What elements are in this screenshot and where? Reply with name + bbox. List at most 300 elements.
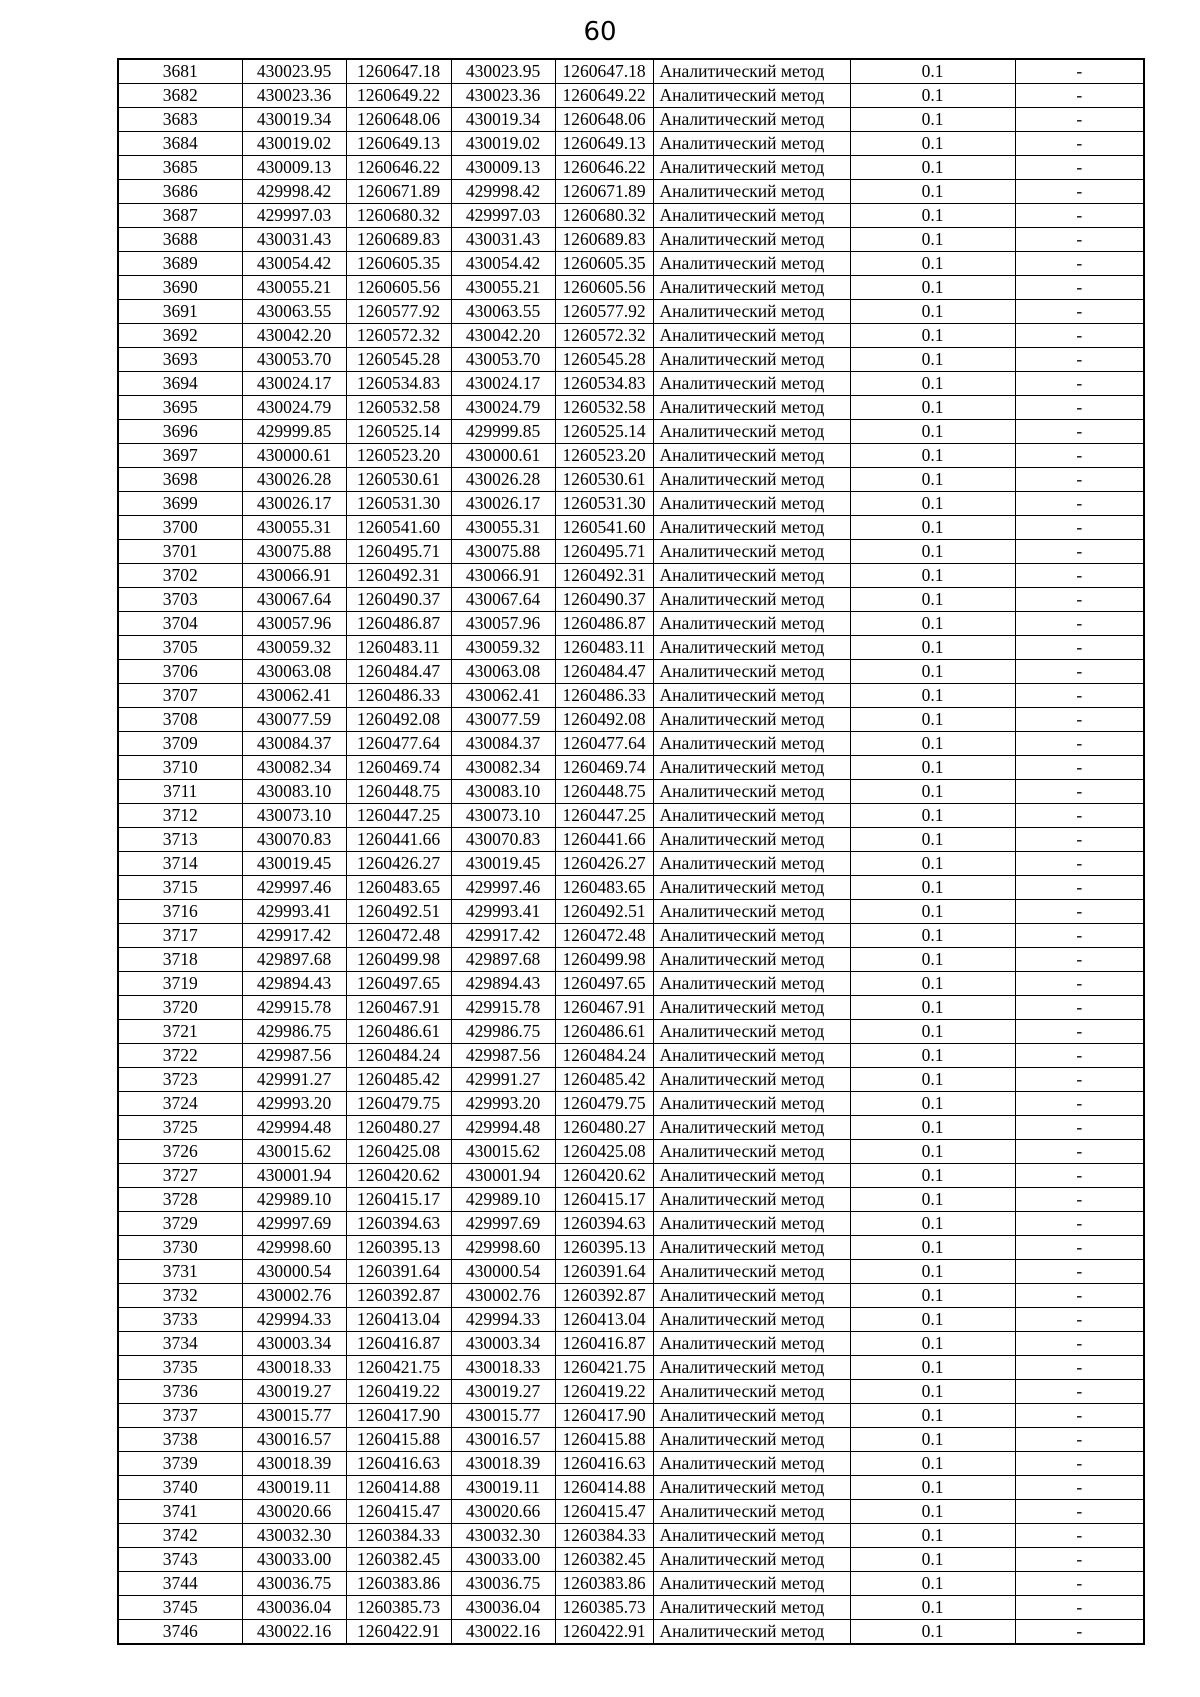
- y-coordinate-cell: 1260421.75: [346, 1356, 451, 1380]
- point-number-cell: 3704: [118, 612, 242, 636]
- y-coordinate-2-cell: 1260420.62: [555, 1164, 653, 1188]
- point-number-cell: 3695: [118, 396, 242, 420]
- point-number-cell: 3684: [118, 132, 242, 156]
- table-row: [118, 324, 1144, 348]
- method-cell: Аналитический метод: [653, 924, 850, 948]
- x-coordinate-cell: 430059.32: [242, 636, 346, 660]
- y-coordinate-cell: 1260647.18: [346, 59, 451, 84]
- table-row: [118, 300, 1144, 324]
- table-row: [118, 636, 1144, 660]
- note-cell: -: [1015, 132, 1144, 156]
- method-cell: Аналитический метод: [653, 372, 850, 396]
- y-coordinate-2-cell: 1260545.28: [555, 348, 653, 372]
- point-number-cell: 3696: [118, 420, 242, 444]
- x-coordinate-cell: 430026.17: [242, 492, 346, 516]
- x-coordinate-cell: 430077.59: [242, 708, 346, 732]
- method-cell: Аналитический метод: [653, 1092, 850, 1116]
- accuracy-cell: 0.1: [850, 540, 1015, 564]
- point-number-cell: 3718: [118, 948, 242, 972]
- method-cell: Аналитический метод: [653, 444, 850, 468]
- method-cell: Аналитический метод: [653, 156, 850, 180]
- x-coordinate-cell: 430083.10: [242, 780, 346, 804]
- x-coordinate-2-cell: 430066.91: [451, 564, 555, 588]
- accuracy-cell: 0.1: [850, 1068, 1015, 1092]
- point-number-cell: 3727: [118, 1164, 242, 1188]
- accuracy-cell: 0.1: [850, 1092, 1015, 1116]
- y-coordinate-cell: 1260483.65: [346, 876, 451, 900]
- table-row: [118, 708, 1144, 732]
- table-row: [118, 1452, 1144, 1476]
- accuracy-cell: 0.1: [850, 348, 1015, 372]
- x-coordinate-cell: 430033.00: [242, 1548, 346, 1572]
- method-cell: Аналитический метод: [653, 732, 850, 756]
- y-coordinate-2-cell: 1260415.17: [555, 1188, 653, 1212]
- x-coordinate-cell: 430000.54: [242, 1260, 346, 1284]
- note-cell: -: [1015, 900, 1144, 924]
- point-number-cell: 3742: [118, 1524, 242, 1548]
- x-coordinate-cell: 430036.75: [242, 1572, 346, 1596]
- method-cell: Аналитический метод: [653, 1572, 850, 1596]
- note-cell: -: [1015, 972, 1144, 996]
- accuracy-cell: 0.1: [850, 876, 1015, 900]
- method-cell: Аналитический метод: [653, 876, 850, 900]
- table-row: [118, 276, 1144, 300]
- x-coordinate-2-cell: 430002.76: [451, 1284, 555, 1308]
- method-cell: Аналитический метод: [653, 708, 850, 732]
- method-cell: Аналитический метод: [653, 540, 850, 564]
- y-coordinate-2-cell: 1260467.91: [555, 996, 653, 1020]
- x-coordinate-cell: 430015.62: [242, 1140, 346, 1164]
- x-coordinate-cell: 429998.42: [242, 180, 346, 204]
- table-row: [118, 1380, 1144, 1404]
- y-coordinate-cell: 1260425.08: [346, 1140, 451, 1164]
- table-row: [118, 1404, 1144, 1428]
- table-row: [118, 444, 1144, 468]
- x-coordinate-cell: 429999.85: [242, 420, 346, 444]
- y-coordinate-2-cell: 1260605.35: [555, 252, 653, 276]
- x-coordinate-cell: 430066.91: [242, 564, 346, 588]
- table-row: [118, 1260, 1144, 1284]
- note-cell: -: [1015, 1164, 1144, 1188]
- note-cell: -: [1015, 204, 1144, 228]
- note-cell: -: [1015, 1428, 1144, 1452]
- note-cell: -: [1015, 156, 1144, 180]
- x-coordinate-cell: 429997.69: [242, 1212, 346, 1236]
- accuracy-cell: 0.1: [850, 1140, 1015, 1164]
- method-cell: Аналитический метод: [653, 420, 850, 444]
- note-cell: -: [1015, 300, 1144, 324]
- y-coordinate-cell: 1260420.62: [346, 1164, 451, 1188]
- y-coordinate-2-cell: 1260492.51: [555, 900, 653, 924]
- point-number-cell: 3744: [118, 1572, 242, 1596]
- accuracy-cell: 0.1: [850, 59, 1015, 84]
- y-coordinate-cell: 1260530.61: [346, 468, 451, 492]
- y-coordinate-cell: 1260534.83: [346, 372, 451, 396]
- table-row: [118, 660, 1144, 684]
- accuracy-cell: 0.1: [850, 972, 1015, 996]
- y-coordinate-2-cell: 1260392.87: [555, 1284, 653, 1308]
- y-coordinate-2-cell: 1260422.91: [555, 1620, 653, 1645]
- accuracy-cell: 0.1: [850, 852, 1015, 876]
- note-cell: -: [1015, 348, 1144, 372]
- point-number-cell: 3745: [118, 1596, 242, 1620]
- y-coordinate-cell: 1260422.91: [346, 1620, 451, 1645]
- method-cell: Аналитический метод: [653, 564, 850, 588]
- table-row: [118, 684, 1144, 708]
- table-row: [118, 732, 1144, 756]
- y-coordinate-cell: 1260649.22: [346, 84, 451, 108]
- y-coordinate-2-cell: 1260416.63: [555, 1452, 653, 1476]
- y-coordinate-cell: 1260648.06: [346, 108, 451, 132]
- y-coordinate-cell: 1260479.75: [346, 1092, 451, 1116]
- x-coordinate-2-cell: 430023.95: [451, 59, 555, 84]
- page-number: 60: [583, 17, 617, 47]
- point-number-cell: 3728: [118, 1188, 242, 1212]
- note-cell: -: [1015, 540, 1144, 564]
- table-row: [118, 1500, 1144, 1524]
- x-coordinate-2-cell: 430000.54: [451, 1260, 555, 1284]
- point-number-cell: 3693: [118, 348, 242, 372]
- x-coordinate-cell: 430053.70: [242, 348, 346, 372]
- y-coordinate-2-cell: 1260483.65: [555, 876, 653, 900]
- x-coordinate-cell: 430001.94: [242, 1164, 346, 1188]
- note-cell: -: [1015, 396, 1144, 420]
- note-cell: -: [1015, 1068, 1144, 1092]
- method-cell: Аналитический метод: [653, 276, 850, 300]
- accuracy-cell: 0.1: [850, 1020, 1015, 1044]
- point-number-cell: 3711: [118, 780, 242, 804]
- y-coordinate-cell: 1260383.86: [346, 1572, 451, 1596]
- y-coordinate-2-cell: 1260531.30: [555, 492, 653, 516]
- point-number-cell: 3746: [118, 1620, 242, 1645]
- table-row: [118, 1428, 1144, 1452]
- y-coordinate-cell: 1260646.22: [346, 156, 451, 180]
- point-number-cell: 3731: [118, 1260, 242, 1284]
- accuracy-cell: 0.1: [850, 564, 1015, 588]
- table-row: [118, 828, 1144, 852]
- x-coordinate-cell: 430036.04: [242, 1596, 346, 1620]
- method-cell: Аналитический метод: [653, 1188, 850, 1212]
- x-coordinate-2-cell: 430024.79: [451, 396, 555, 420]
- note-cell: -: [1015, 732, 1144, 756]
- x-coordinate-2-cell: 430018.33: [451, 1356, 555, 1380]
- y-coordinate-cell: 1260531.30: [346, 492, 451, 516]
- x-coordinate-2-cell: 429989.10: [451, 1188, 555, 1212]
- note-cell: -: [1015, 276, 1144, 300]
- y-coordinate-cell: 1260541.60: [346, 516, 451, 540]
- method-cell: Аналитический метод: [653, 1068, 850, 1092]
- x-coordinate-cell: 430057.96: [242, 612, 346, 636]
- x-coordinate-cell: 429993.20: [242, 1092, 346, 1116]
- table-row: [118, 468, 1144, 492]
- x-coordinate-cell: 430024.79: [242, 396, 346, 420]
- table-row: [118, 1044, 1144, 1068]
- y-coordinate-2-cell: 1260486.33: [555, 684, 653, 708]
- point-number-cell: 3737: [118, 1404, 242, 1428]
- point-number-cell: 3708: [118, 708, 242, 732]
- y-coordinate-cell: 1260486.33: [346, 684, 451, 708]
- table-row: [118, 1308, 1144, 1332]
- method-cell: Аналитический метод: [653, 756, 850, 780]
- x-coordinate-2-cell: 430022.16: [451, 1620, 555, 1645]
- method-cell: Аналитический метод: [653, 900, 850, 924]
- point-number-cell: 3701: [118, 540, 242, 564]
- note-cell: -: [1015, 876, 1144, 900]
- x-coordinate-2-cell: 429991.27: [451, 1068, 555, 1092]
- x-coordinate-cell: 430070.83: [242, 828, 346, 852]
- method-cell: Аналитический метод: [653, 636, 850, 660]
- x-coordinate-2-cell: 430083.10: [451, 780, 555, 804]
- table-row: [118, 588, 1144, 612]
- accuracy-cell: 0.1: [850, 1308, 1015, 1332]
- accuracy-cell: 0.1: [850, 1356, 1015, 1380]
- point-number-cell: 3691: [118, 300, 242, 324]
- y-coordinate-2-cell: 1260383.86: [555, 1572, 653, 1596]
- y-coordinate-2-cell: 1260394.63: [555, 1212, 653, 1236]
- x-coordinate-cell: 430003.34: [242, 1332, 346, 1356]
- x-coordinate-2-cell: 429998.60: [451, 1236, 555, 1260]
- point-number-cell: 3709: [118, 732, 242, 756]
- x-coordinate-2-cell: 430070.83: [451, 828, 555, 852]
- x-coordinate-cell: 429993.41: [242, 900, 346, 924]
- x-coordinate-2-cell: 430015.62: [451, 1140, 555, 1164]
- point-number-cell: 3707: [118, 684, 242, 708]
- table-row: [118, 108, 1144, 132]
- accuracy-cell: 0.1: [850, 660, 1015, 684]
- x-coordinate-cell: 429986.75: [242, 1020, 346, 1044]
- point-number-cell: 3692: [118, 324, 242, 348]
- method-cell: Аналитический метод: [653, 1332, 850, 1356]
- table-row: [118, 252, 1144, 276]
- x-coordinate-2-cell: 429897.68: [451, 948, 555, 972]
- x-coordinate-2-cell: 430053.70: [451, 348, 555, 372]
- y-coordinate-2-cell: 1260647.18: [555, 59, 653, 84]
- note-cell: -: [1015, 1620, 1144, 1645]
- y-coordinate-cell: 1260499.98: [346, 948, 451, 972]
- accuracy-cell: 0.1: [850, 900, 1015, 924]
- table-body: [118, 59, 1144, 1644]
- point-number-cell: 3703: [118, 588, 242, 612]
- table-row: [118, 420, 1144, 444]
- point-number-cell: 3720: [118, 996, 242, 1020]
- x-coordinate-2-cell: 430009.13: [451, 156, 555, 180]
- x-coordinate-2-cell: 430020.66: [451, 1500, 555, 1524]
- y-coordinate-2-cell: 1260492.31: [555, 564, 653, 588]
- table-row: [118, 1572, 1144, 1596]
- y-coordinate-2-cell: 1260649.13: [555, 132, 653, 156]
- table-row: [118, 564, 1144, 588]
- x-coordinate-cell: 429994.33: [242, 1308, 346, 1332]
- y-coordinate-cell: 1260492.08: [346, 708, 451, 732]
- table-row: [118, 132, 1144, 156]
- coordinates-table: [117, 58, 1145, 1645]
- x-coordinate-cell: 430019.11: [242, 1476, 346, 1500]
- x-coordinate-2-cell: 429993.20: [451, 1092, 555, 1116]
- x-coordinate-cell: 430019.27: [242, 1380, 346, 1404]
- y-coordinate-2-cell: 1260472.48: [555, 924, 653, 948]
- note-cell: -: [1015, 1116, 1144, 1140]
- method-cell: Аналитический метод: [653, 780, 850, 804]
- table-row: [118, 1524, 1144, 1548]
- point-number-cell: 3743: [118, 1548, 242, 1572]
- method-cell: Аналитический метод: [653, 1548, 850, 1572]
- point-number-cell: 3732: [118, 1284, 242, 1308]
- x-coordinate-cell: 430055.21: [242, 276, 346, 300]
- y-coordinate-cell: 1260523.20: [346, 444, 451, 468]
- x-coordinate-cell: 430022.16: [242, 1620, 346, 1645]
- x-coordinate-cell: 430042.20: [242, 324, 346, 348]
- table-row: [118, 1020, 1144, 1044]
- x-coordinate-2-cell: 430084.37: [451, 732, 555, 756]
- method-cell: Аналитический метод: [653, 300, 850, 324]
- y-coordinate-2-cell: 1260486.87: [555, 612, 653, 636]
- y-coordinate-cell: 1260415.47: [346, 1500, 451, 1524]
- accuracy-cell: 0.1: [850, 684, 1015, 708]
- method-cell: Аналитический метод: [653, 492, 850, 516]
- y-coordinate-cell: 1260485.42: [346, 1068, 451, 1092]
- method-cell: Аналитический метод: [653, 1236, 850, 1260]
- y-coordinate-cell: 1260414.88: [346, 1476, 451, 1500]
- method-cell: Аналитический метод: [653, 828, 850, 852]
- table-row: [118, 204, 1144, 228]
- y-coordinate-2-cell: 1260483.11: [555, 636, 653, 660]
- table-row: [118, 540, 1144, 564]
- y-coordinate-2-cell: 1260469.74: [555, 756, 653, 780]
- point-number-cell: 3721: [118, 1020, 242, 1044]
- accuracy-cell: 0.1: [850, 1332, 1015, 1356]
- accuracy-cell: 0.1: [850, 1428, 1015, 1452]
- table-row: [118, 612, 1144, 636]
- y-coordinate-cell: 1260392.87: [346, 1284, 451, 1308]
- point-number-cell: 3740: [118, 1476, 242, 1500]
- accuracy-cell: 0.1: [850, 1452, 1015, 1476]
- x-coordinate-2-cell: 429986.75: [451, 1020, 555, 1044]
- y-coordinate-2-cell: 1260541.60: [555, 516, 653, 540]
- method-cell: Аналитический метод: [653, 1140, 850, 1164]
- accuracy-cell: 0.1: [850, 1620, 1015, 1645]
- point-number-cell: 3697: [118, 444, 242, 468]
- table-row: [118, 180, 1144, 204]
- method-cell: Аналитический метод: [653, 396, 850, 420]
- point-number-cell: 3690: [118, 276, 242, 300]
- accuracy-cell: 0.1: [850, 1380, 1015, 1404]
- method-cell: Аналитический метод: [653, 684, 850, 708]
- point-number-cell: 3735: [118, 1356, 242, 1380]
- point-number-cell: 3739: [118, 1452, 242, 1476]
- method-cell: Аналитический метод: [653, 588, 850, 612]
- method-cell: Аналитический метод: [653, 1620, 850, 1645]
- method-cell: Аналитический метод: [653, 1452, 850, 1476]
- note-cell: -: [1015, 804, 1144, 828]
- x-coordinate-2-cell: 430000.61: [451, 444, 555, 468]
- point-number-cell: 3722: [118, 1044, 242, 1068]
- method-cell: Аналитический метод: [653, 84, 850, 108]
- note-cell: -: [1015, 708, 1144, 732]
- accuracy-cell: 0.1: [850, 516, 1015, 540]
- x-coordinate-2-cell: 430019.45: [451, 852, 555, 876]
- note-cell: -: [1015, 1020, 1144, 1044]
- note-cell: -: [1015, 444, 1144, 468]
- accuracy-cell: 0.1: [850, 756, 1015, 780]
- y-coordinate-cell: 1260419.22: [346, 1380, 451, 1404]
- x-coordinate-2-cell: 430003.34: [451, 1332, 555, 1356]
- y-coordinate-2-cell: 1260417.90: [555, 1404, 653, 1428]
- method-cell: Аналитический метод: [653, 948, 850, 972]
- table-row: [118, 876, 1144, 900]
- accuracy-cell: 0.1: [850, 108, 1015, 132]
- x-coordinate-2-cell: 429997.69: [451, 1212, 555, 1236]
- method-cell: Аналитический метод: [653, 204, 850, 228]
- method-cell: Аналитический метод: [653, 1308, 850, 1332]
- method-cell: Аналитический метод: [653, 228, 850, 252]
- method-cell: Аналитический метод: [653, 1356, 850, 1380]
- y-coordinate-cell: 1260413.04: [346, 1308, 451, 1332]
- y-coordinate-cell: 1260416.87: [346, 1332, 451, 1356]
- note-cell: -: [1015, 1524, 1144, 1548]
- point-number-cell: 3725: [118, 1116, 242, 1140]
- accuracy-cell: 0.1: [850, 804, 1015, 828]
- point-number-cell: 3687: [118, 204, 242, 228]
- y-coordinate-2-cell: 1260577.92: [555, 300, 653, 324]
- accuracy-cell: 0.1: [850, 84, 1015, 108]
- x-coordinate-cell: 430067.64: [242, 588, 346, 612]
- y-coordinate-cell: 1260385.73: [346, 1596, 451, 1620]
- x-coordinate-2-cell: 430055.21: [451, 276, 555, 300]
- method-cell: Аналитический метод: [653, 1476, 850, 1500]
- x-coordinate-cell: 429991.27: [242, 1068, 346, 1092]
- accuracy-cell: 0.1: [850, 1476, 1015, 1500]
- x-coordinate-cell: 430084.37: [242, 732, 346, 756]
- note-cell: -: [1015, 828, 1144, 852]
- y-coordinate-cell: 1260483.11: [346, 636, 451, 660]
- x-coordinate-cell: 430082.34: [242, 756, 346, 780]
- note-cell: -: [1015, 612, 1144, 636]
- table-row: [118, 1068, 1144, 1092]
- accuracy-cell: 0.1: [850, 636, 1015, 660]
- accuracy-cell: 0.1: [850, 588, 1015, 612]
- x-coordinate-2-cell: 430082.34: [451, 756, 555, 780]
- y-coordinate-2-cell: 1260689.83: [555, 228, 653, 252]
- x-coordinate-cell: 430023.95: [242, 59, 346, 84]
- accuracy-cell: 0.1: [850, 492, 1015, 516]
- x-coordinate-cell: 430024.17: [242, 372, 346, 396]
- note-cell: -: [1015, 1092, 1144, 1116]
- table-row: [118, 756, 1144, 780]
- point-number-cell: 3700: [118, 516, 242, 540]
- note-cell: -: [1015, 324, 1144, 348]
- y-coordinate-cell: 1260484.47: [346, 660, 451, 684]
- accuracy-cell: 0.1: [850, 1548, 1015, 1572]
- x-coordinate-2-cell: 430019.11: [451, 1476, 555, 1500]
- note-cell: -: [1015, 660, 1144, 684]
- y-coordinate-2-cell: 1260415.88: [555, 1428, 653, 1452]
- y-coordinate-cell: 1260384.33: [346, 1524, 451, 1548]
- method-cell: Аналитический метод: [653, 108, 850, 132]
- x-coordinate-cell: 430020.66: [242, 1500, 346, 1524]
- note-cell: -: [1015, 228, 1144, 252]
- y-coordinate-cell: 1260415.17: [346, 1188, 451, 1212]
- table-row: [118, 228, 1144, 252]
- x-coordinate-2-cell: 430019.02: [451, 132, 555, 156]
- x-coordinate-2-cell: 430024.17: [451, 372, 555, 396]
- y-coordinate-cell: 1260680.32: [346, 204, 451, 228]
- y-coordinate-cell: 1260448.75: [346, 780, 451, 804]
- accuracy-cell: 0.1: [850, 444, 1015, 468]
- x-coordinate-2-cell: 430063.55: [451, 300, 555, 324]
- x-coordinate-2-cell: 429997.46: [451, 876, 555, 900]
- note-cell: -: [1015, 996, 1144, 1020]
- y-coordinate-2-cell: 1260382.45: [555, 1548, 653, 1572]
